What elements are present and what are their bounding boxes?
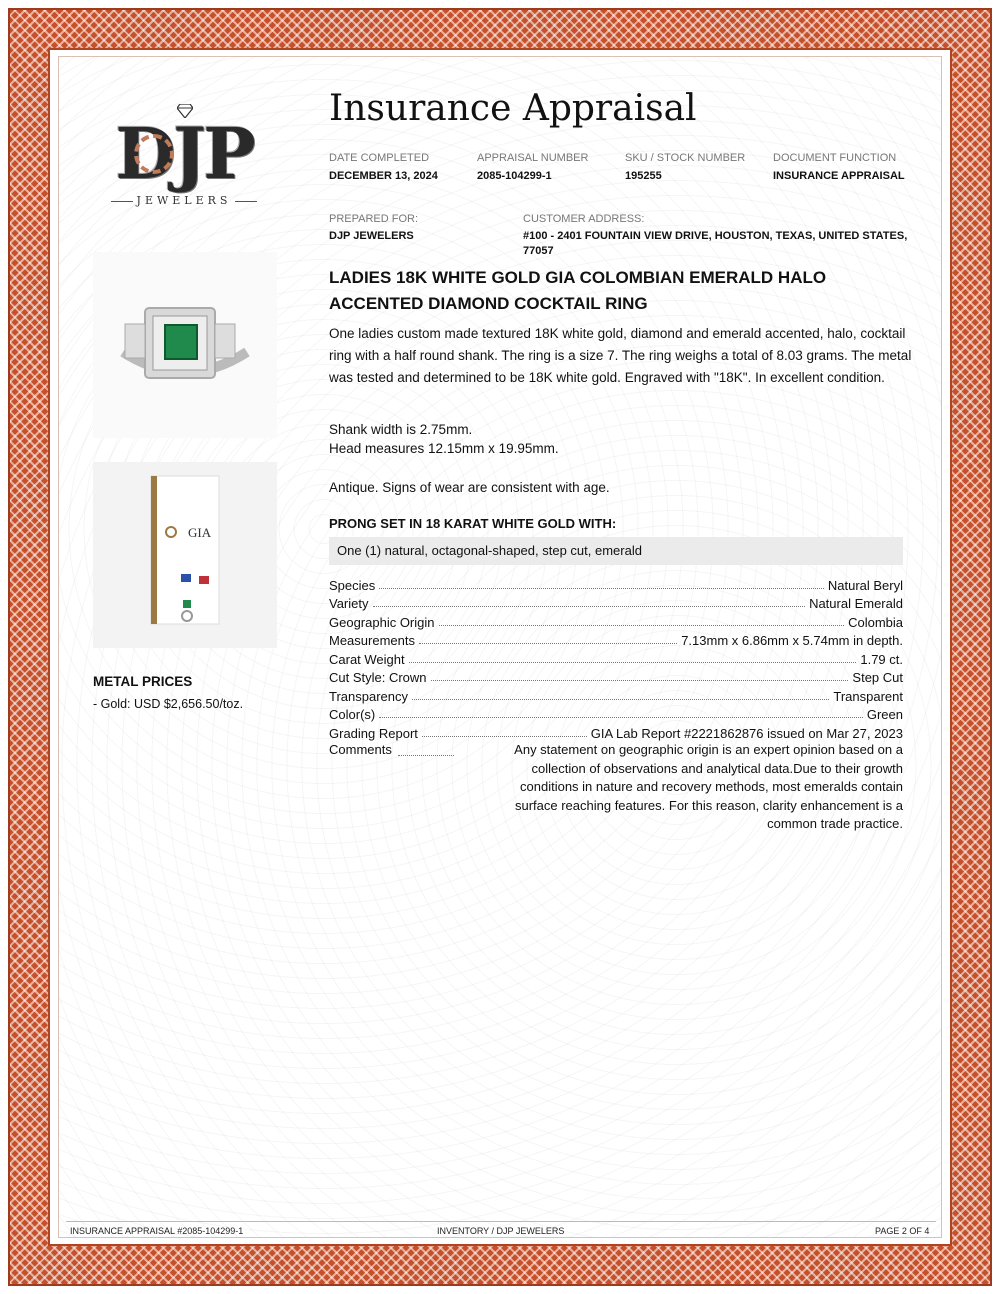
spec-label: Cut Style: Crown <box>329 670 427 685</box>
spec-row <box>329 593 903 611</box>
spec-label: Species <box>329 578 376 593</box>
spec-row <box>329 612 903 630</box>
document-function-label: DOCUMENT FUNCTION <box>773 152 897 164</box>
footer-center: INVENTORY / DJP JEWELERS <box>437 1226 565 1236</box>
comments-line: surface reaching features. For this reason, clarity enhancement is a <box>514 797 903 813</box>
prepared-for-value: DJP JEWELERS <box>329 230 414 242</box>
description-line3: was tested and determined to be 18K white gold. Engraved with "18K". In excellent condition. <box>329 370 885 385</box>
spec-value: Colombia <box>848 615 903 630</box>
spec-value: 1.79 ct. <box>860 652 903 667</box>
dot-leader <box>422 736 587 737</box>
dot-leader <box>379 717 863 718</box>
spec-row <box>329 649 903 667</box>
metal-prices-heading: METAL PRICES <box>93 674 193 689</box>
dot-leader <box>379 588 824 589</box>
comments-label: Comments <box>329 742 392 757</box>
spec-row <box>329 575 903 593</box>
prepared-for-label: PREPARED FOR: <box>329 213 419 225</box>
item-description <box>329 323 919 389</box>
spec-label: Color(s) <box>329 707 376 722</box>
setting-heading: PRONG SET IN 18 KARAT WHITE GOLD WITH: <box>329 516 617 531</box>
sku-label: SKU / STOCK NUMBER <box>625 152 746 164</box>
dot-leader <box>431 680 849 681</box>
comments-text <box>496 741 903 834</box>
date-completed-label: DATE COMPLETED <box>329 152 430 164</box>
dot-leader <box>419 643 677 644</box>
spec-label: Variety <box>329 596 369 611</box>
item-heading-line2: ACCENTED DIAMOND COCKTAIL RING <box>329 294 648 313</box>
gia-report-photo <box>93 462 277 648</box>
footer-divider <box>66 1221 936 1222</box>
spec-label: Measurements <box>329 633 415 648</box>
spec-row <box>329 723 903 741</box>
spec-label: Grading Report <box>329 726 418 741</box>
item-heading-line1: LADIES 18K WHITE GOLD GIA COLOMBIAN EMERALD HALO <box>329 268 827 287</box>
gia-card-illustration <box>93 462 277 648</box>
gia-text: GIA <box>188 525 212 540</box>
gear-icon <box>134 134 174 174</box>
appraisal-number-value: 2085-104299-1 <box>477 170 552 182</box>
dot-leader <box>412 699 829 700</box>
spec-label: Geographic Origin <box>329 615 435 630</box>
logo-subtitle: JEWELERS <box>104 194 264 207</box>
head-measures: Head measures 12.15mm x 19.95mm. <box>329 441 559 456</box>
gold-price: - Gold: USD $2,656.50/toz. <box>93 697 244 711</box>
spec-value: Natural Beryl <box>827 578 903 593</box>
footer-page-number: PAGE 2 OF 4 <box>875 1226 930 1236</box>
logo-letters: DJP <box>115 112 253 195</box>
comments-line: collection of observations and analytical data.Due to their growth <box>531 760 903 776</box>
comments-line: Any statement on geographic origin is an expert opinion based on a <box>514 742 903 757</box>
condition-note: Antique. Signs of wear are consistent with age. <box>329 480 610 495</box>
footer-left: INSURANCE APPRAISAL #2085-104299-1 <box>70 1226 244 1236</box>
dot-leader <box>373 606 806 607</box>
appraisal-number-label: APPRAISAL NUMBER <box>477 152 589 164</box>
item-heading <box>329 265 889 317</box>
customer-address-line2: 77057 <box>523 245 554 257</box>
spec-row <box>329 630 903 648</box>
customer-address-line1: #100 - 2401 FOUNTAIN VIEW DRIVE, HOUSTON, TEXAS, UNITED STATES, <box>523 230 908 242</box>
spec-row <box>329 667 903 685</box>
spec-value: GIA Lab Report #2221862876 issued on Mar 27, 2023 <box>590 726 903 741</box>
shank-width: Shank width is 2.75mm. <box>329 422 473 437</box>
date-completed-value: DECEMBER 13, 2024 <box>329 170 438 182</box>
dot-leader <box>398 755 454 756</box>
djp-logo <box>104 104 264 212</box>
customer-address-label: CUSTOMER ADDRESS: <box>523 213 645 225</box>
spec-value: Natural Emerald <box>809 596 903 611</box>
comments-line: common trade practice. <box>767 816 903 831</box>
description-line2: ring with a half round shank. The ring is a size 7. The ring weighs a total of 8.03 grams. The metal <box>329 348 912 363</box>
stone-summary: One (1) natural, octagonal-shaped, step cut, emerald <box>329 537 903 565</box>
description-line1: One ladies custom made textured 18K white gold, diamond and emerald accented, halo, cocktail <box>329 326 906 341</box>
spec-label: Transparency <box>329 689 408 704</box>
spec-row <box>329 704 903 722</box>
dimensions <box>329 420 919 458</box>
document-function-value: INSURANCE APPRAISAL <box>773 170 905 182</box>
comments-line: conditions in nature and recovery methods, most emeralds contain <box>520 779 903 794</box>
sku-value: 195255 <box>625 170 662 182</box>
spec-row <box>329 686 903 704</box>
ring-photo <box>93 252 277 438</box>
spec-value: Green <box>866 707 903 722</box>
dot-leader <box>409 662 857 663</box>
spec-value: Step Cut <box>852 670 903 685</box>
dot-leader <box>439 625 845 626</box>
spec-value: 7.13mm x 6.86mm x 5.74mm in depth. <box>681 633 903 648</box>
page-title: Insurance Appraisal <box>329 88 697 129</box>
spec-label: Carat Weight <box>329 652 405 667</box>
ring-illustration <box>93 252 277 438</box>
spec-value: Transparent <box>833 689 903 704</box>
